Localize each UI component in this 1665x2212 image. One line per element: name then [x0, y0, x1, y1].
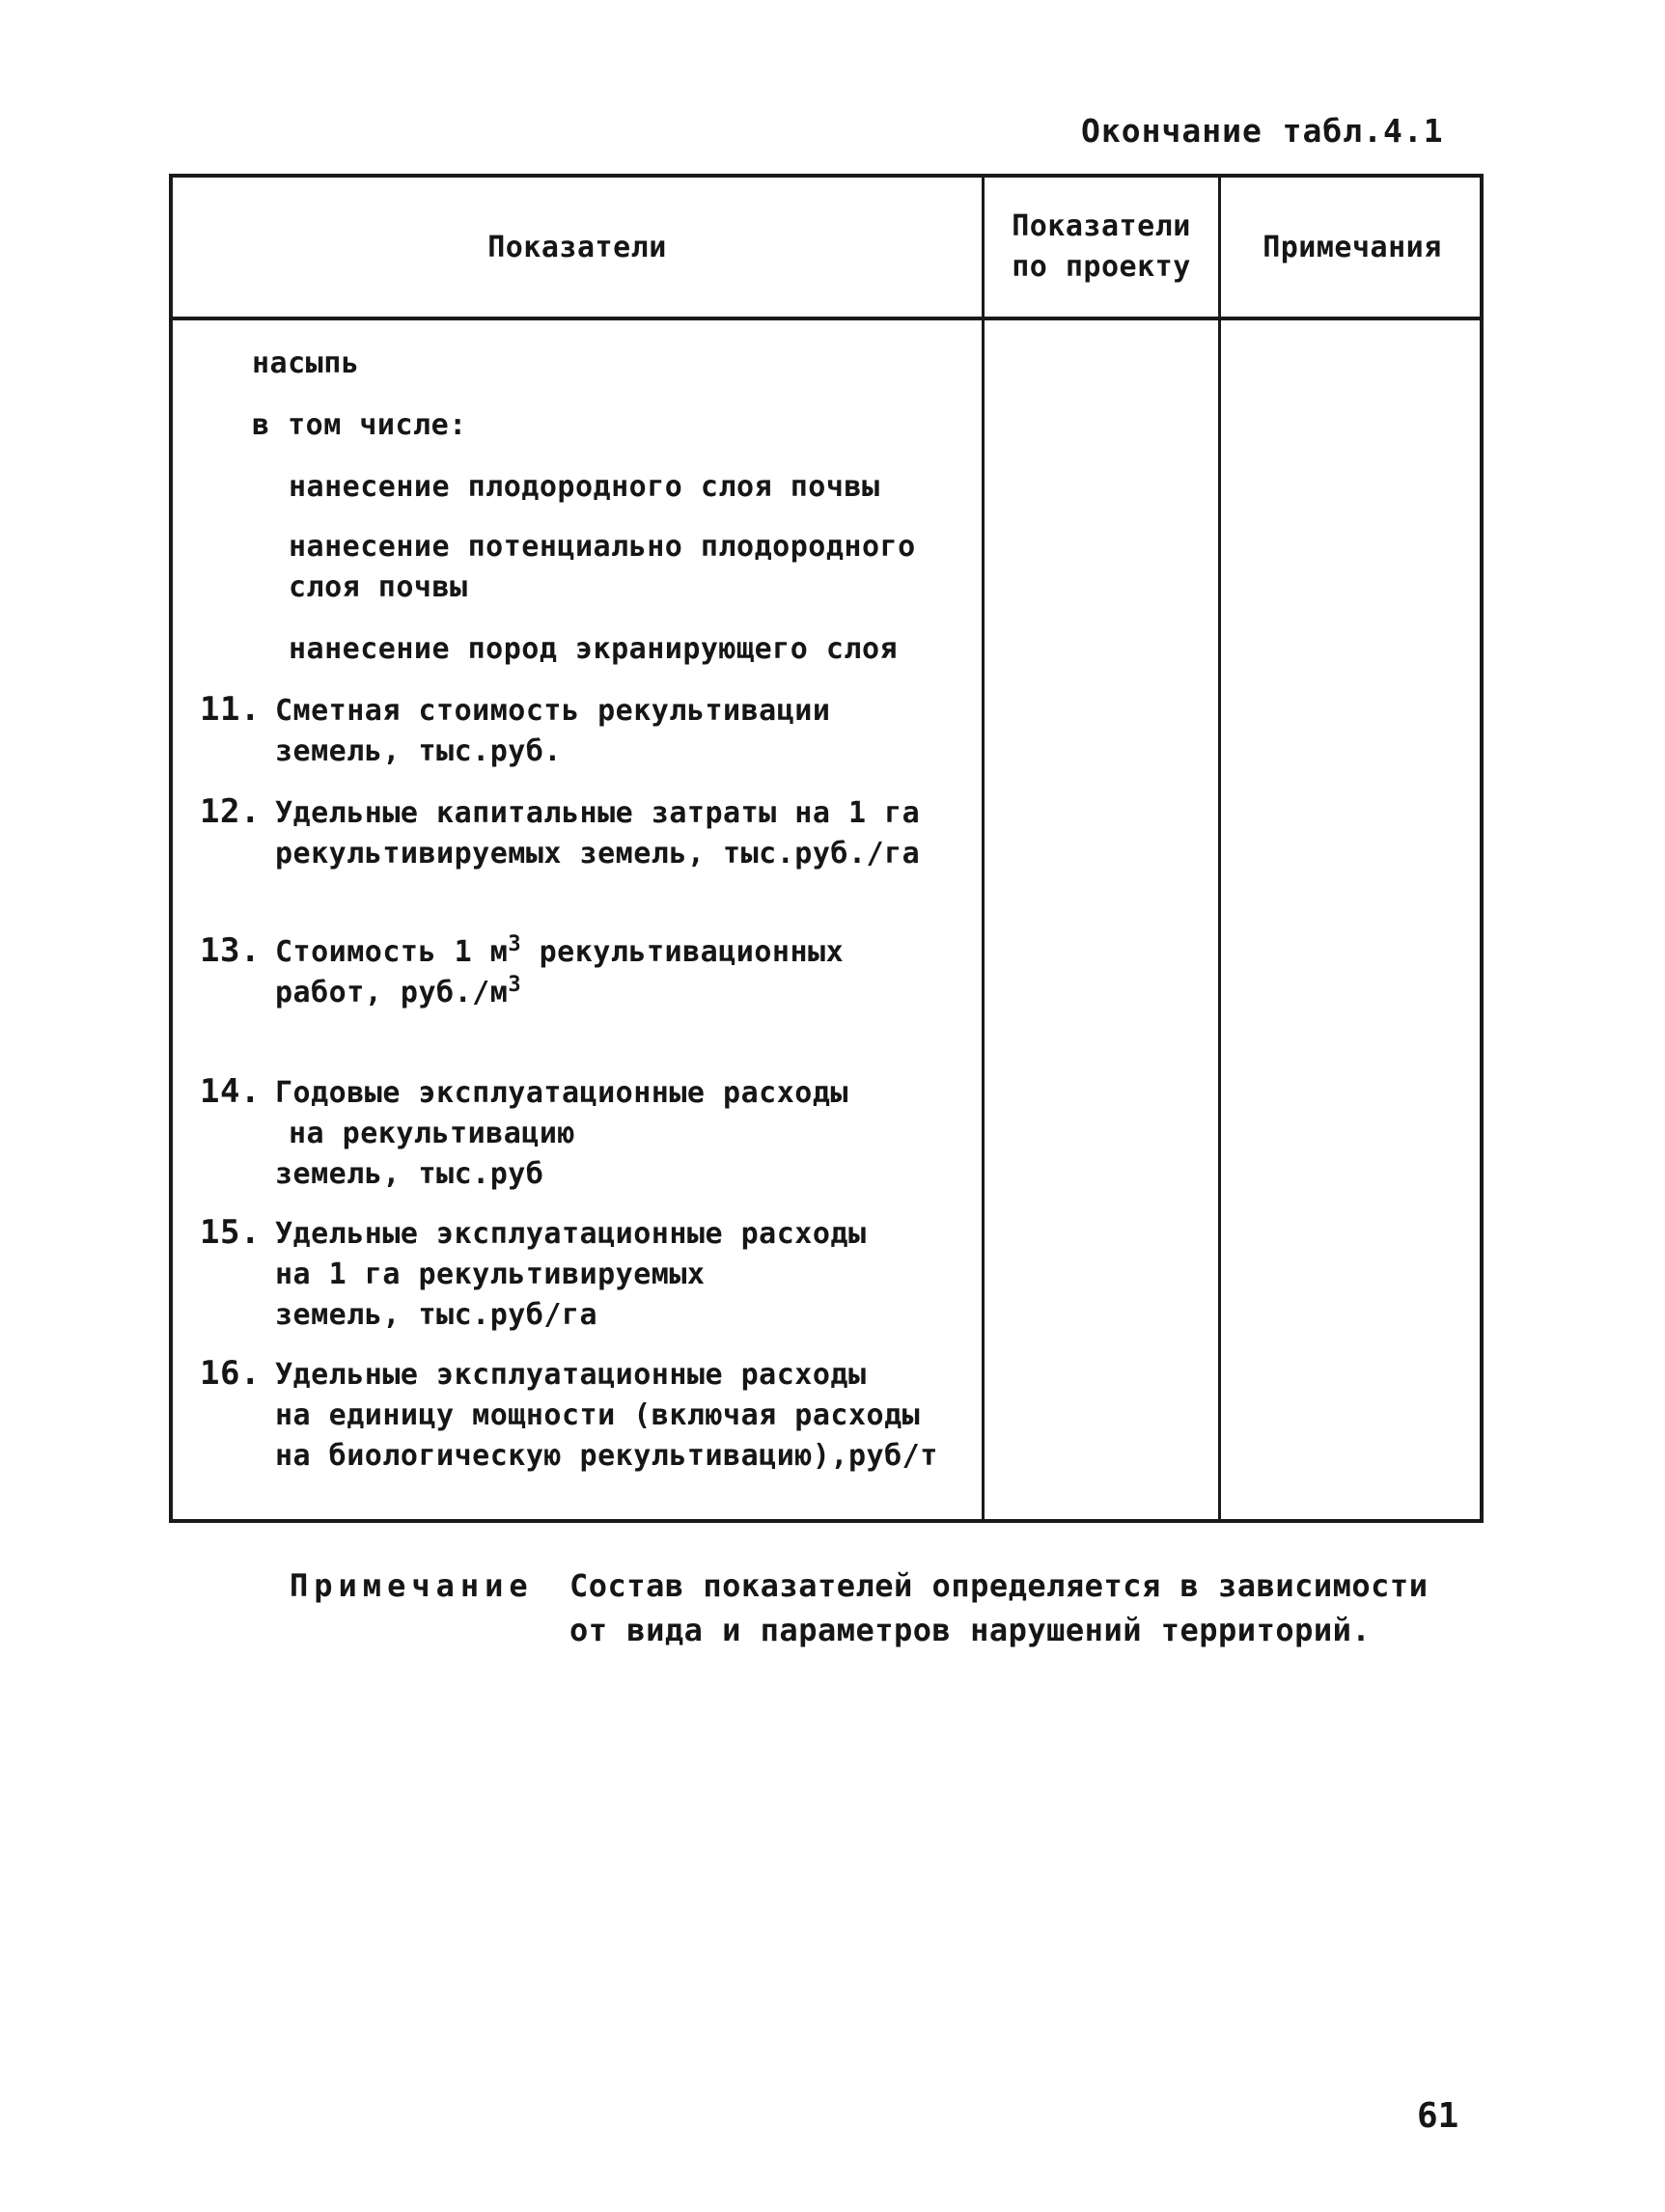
- table-note: [290, 1563, 1428, 1652]
- row-text: Сметная стоимость рекультивации: [275, 694, 831, 728]
- row-number: 13.: [200, 931, 261, 970]
- row-text: рекультивируемых земель, тыс.руб./га: [275, 837, 921, 871]
- row-text: Удельные капитальные затраты на 1 га: [275, 796, 921, 830]
- note-line: от вида и параметров нарушений территорий.: [569, 1612, 1372, 1648]
- table-row: [252, 405, 467, 446]
- header-project-indicators: [985, 207, 1218, 288]
- superscript: 3: [508, 973, 522, 997]
- row-text: работ, руб./м: [275, 976, 509, 1009]
- page-number: 61: [1417, 2096, 1459, 2136]
- row-text: земель, тыс.руб/га: [275, 1298, 598, 1332]
- header-indicators: Показатели: [487, 231, 667, 264]
- header-divider: [173, 317, 1480, 320]
- row-text: на 1 га рекультивируемых: [275, 1258, 706, 1291]
- row-text: нанесение пород экранирующего слоя: [289, 632, 899, 666]
- table-row: [200, 1353, 938, 1477]
- row-text: в том числе:: [252, 408, 467, 442]
- table-row: [200, 930, 844, 1013]
- row-text: нанесение плодородного слоя почвы: [289, 470, 880, 504]
- table-row: [200, 1212, 867, 1336]
- table-row: [289, 467, 880, 508]
- row-number: 12.: [200, 792, 261, 831]
- row-text: на рекультивацию: [289, 1117, 575, 1150]
- row-text: Стоимость 1 м: [275, 935, 509, 969]
- table-row: [200, 689, 830, 772]
- row-text: на биологическую рекультивацию),руб/т: [275, 1439, 938, 1473]
- row-text: земель, тыс.руб: [275, 1157, 544, 1191]
- indicators-table: [169, 174, 1484, 1523]
- note-label: Примечание: [290, 1567, 534, 1604]
- row-text: рекультивационных: [521, 935, 845, 969]
- row-text: на единицу мощности (включая расходы: [275, 1398, 921, 1432]
- row-text: Удельные эксплуатационные расходы: [275, 1358, 867, 1392]
- column-divider: [1218, 178, 1221, 1519]
- table-caption: Окончание табл.4.1: [1081, 112, 1444, 150]
- header-notes: Примечания: [1263, 231, 1442, 264]
- row-text: слоя почвы: [289, 570, 468, 604]
- row-number: 16.: [200, 1354, 261, 1393]
- table-row: [200, 791, 920, 874]
- row-number: 14.: [200, 1072, 261, 1111]
- header-project-line2: по проекту: [1012, 250, 1191, 284]
- table-row: [289, 629, 898, 670]
- header-project-line1: Показатели: [1012, 209, 1191, 243]
- superscript: 3: [508, 932, 522, 956]
- row-text: Годовые эксплуатационные расходы: [275, 1076, 848, 1110]
- row-text: нанесение потенциально плодородного: [289, 530, 916, 564]
- row-text: земель, тыс.руб.: [275, 734, 562, 768]
- row-text: насыпь: [252, 346, 360, 380]
- row-text: Удельные эксплуатационные расходы: [275, 1217, 867, 1251]
- table-row: [289, 527, 916, 608]
- table-row: [252, 344, 359, 384]
- note-body: [569, 1563, 1428, 1652]
- row-text-line2: [200, 973, 844, 1013]
- note-line: Состав показателей определяется в зависимости: [569, 1567, 1429, 1604]
- row-number: 11.: [200, 690, 261, 729]
- column-divider: [982, 178, 985, 1519]
- row-number: 15.: [200, 1213, 261, 1252]
- table-row: [200, 1071, 848, 1195]
